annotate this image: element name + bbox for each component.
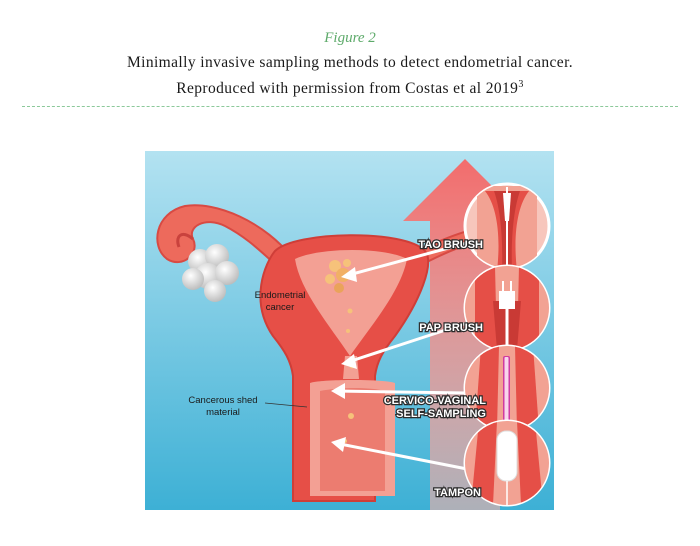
method-label-tao-brush: TAO BRUSH xyxy=(418,239,483,251)
label-endometrial-line1: Endometrial xyxy=(254,290,306,301)
caption-line-1: Minimally invasive sampling methods to detect endometrial cancer. xyxy=(126,54,574,71)
caption-text: Reproduced with permission from Costas et al 2019 xyxy=(176,80,519,98)
label-shed-line1: Cancerous shed xyxy=(188,395,258,406)
sampling-illustration xyxy=(145,151,554,510)
figure-label: Figure 2 xyxy=(324,30,376,46)
method-label-self-sampling-line1: CERVICO-VAGINAL xyxy=(383,395,486,407)
label-endometrial-line2: cancer xyxy=(265,302,295,313)
method-label-tampon: TAMPON xyxy=(434,487,481,499)
method-label-self-sampling-line2: SELF-SAMPLING xyxy=(396,408,486,420)
caption-divider xyxy=(22,106,678,107)
caption-line-2 xyxy=(0,79,700,98)
method-label-pap-brush: PAP BRUSH xyxy=(419,322,483,334)
label-shed-line2: material xyxy=(206,407,240,418)
inset-pap-brush xyxy=(465,266,549,350)
inset-tao-brush xyxy=(465,184,549,271)
caption-reference: 3 xyxy=(518,79,524,90)
